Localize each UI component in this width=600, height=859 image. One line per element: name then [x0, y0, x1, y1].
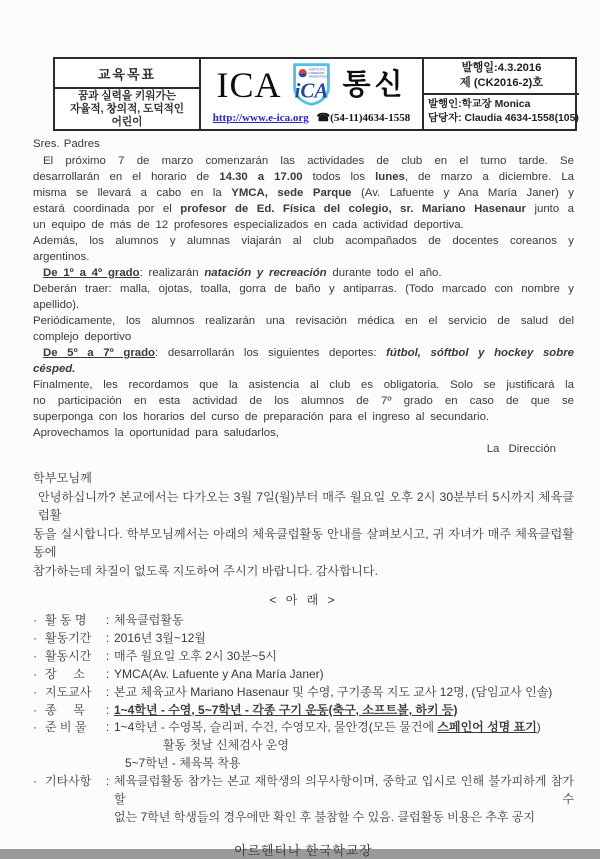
content-line	[114, 648, 574, 666]
item-content	[114, 666, 574, 684]
text-line	[33, 562, 574, 581]
label-colon: :	[105, 613, 110, 627]
text-run: junto a	[525, 203, 574, 215]
logo-subtext-line: ARGENTINO	[309, 74, 328, 79]
text-run: YMCA(Av. Lafuente y Ana María Janer)	[114, 666, 324, 681]
item-label: 장 소	[45, 666, 85, 681]
content-line	[114, 666, 574, 684]
list-item	[33, 666, 574, 684]
text-run: )	[536, 720, 541, 735]
item-content	[114, 612, 574, 630]
list-item	[33, 648, 574, 666]
text-line	[33, 525, 574, 562]
content-line	[114, 755, 574, 773]
korean-intro	[33, 488, 574, 581]
text-run: Finalmente, les recordamos que la asistencia al club es obligatoria. Solo se justificará la	[33, 379, 574, 391]
label-colon: :	[105, 720, 110, 735]
text-run: 참가하는데 차질이 없도록 지도하여 주시기 바랍니다. 감사합니다.	[33, 563, 378, 578]
content-line	[114, 684, 574, 702]
text-line	[33, 153, 574, 169]
text-run: 활동 첫날 신체검사 운영	[163, 738, 289, 753]
item-content	[114, 773, 574, 827]
list-item	[33, 630, 574, 648]
content-line	[114, 737, 574, 755]
item-content	[114, 702, 574, 720]
contact-person-line: 담당자: Claudia 4634-1558(105)	[428, 113, 579, 124]
bullet-dot: ·	[33, 774, 37, 789]
content-line	[114, 773, 574, 809]
text-line	[33, 409, 574, 425]
text-run: , de marzo a diciembre. La	[404, 171, 574, 183]
text-line	[33, 345, 574, 361]
text-run: De 5º a 7º grado	[43, 347, 156, 359]
list-item	[33, 612, 574, 630]
text-run: 1~4학년 - 수영, 5~7학년 - 각종 구기 운동(축구, 소프트볼, 하키 등)	[114, 702, 458, 717]
text-run: estará coordinada por el	[33, 203, 181, 215]
publisher-info	[424, 95, 579, 129]
text-run: 매주 월요일 오후 2시 30분~5시	[114, 648, 277, 663]
text-line	[33, 425, 574, 441]
text-line	[33, 233, 574, 249]
text-run: Además, los alumnos y alumnas viajarán al club acompañados de docentes coreanos y	[33, 235, 574, 247]
text-run: superponga con los horarios del curso de preparación para el ingreso al secundario.	[33, 411, 490, 423]
text-run: un equipo de más de 12 profesores especializados en cada actividad deportiva.	[33, 219, 464, 231]
publisher-line: 발행인:학교장 Monica	[428, 99, 531, 110]
spanish-letter	[33, 136, 574, 458]
website-link[interactable]: http://www.e-ica.org	[212, 112, 309, 124]
text-run: Deberán traer: malla, ojotas, toalla, gorra de baño y antiparras. (Todo marcado con nombre y	[33, 283, 574, 295]
label-colon: :	[105, 648, 110, 663]
item-label: 준 비 물	[45, 720, 87, 735]
signoff-es: La Dirección	[486, 443, 556, 455]
text-line	[33, 377, 574, 393]
text-run: 스페인어 성명 표기	[437, 720, 537, 735]
text-line	[33, 217, 574, 233]
content-line	[114, 809, 574, 827]
text-run: misma se llevará a cabo en la	[33, 187, 232, 199]
bullet-dot: ·	[33, 702, 37, 717]
issue-date: 발행일:4.3.2016	[461, 62, 542, 74]
school-shield-logo-icon	[292, 62, 331, 107]
item-label: 기타사항	[45, 774, 92, 789]
item-label: 활동시간	[45, 648, 92, 663]
text-run: apellido).	[33, 299, 80, 311]
text-run: : desarrollarán los siguientes deportes:	[155, 347, 387, 359]
text-run: YMCA, sede Parque	[231, 187, 352, 199]
text-line	[33, 393, 574, 409]
issue-info	[424, 59, 579, 95]
text-run: : realizarán	[139, 267, 205, 279]
logo-monogram: iCA	[295, 78, 329, 103]
text-run: 체육클럽활동	[114, 613, 184, 627]
brand-row	[216, 62, 406, 107]
list-title: < 아 래 >	[269, 593, 338, 607]
label-colon: :	[105, 684, 110, 699]
salutation-ko: 학부모님께	[33, 471, 92, 485]
item-label: 지도교사	[45, 684, 92, 699]
list-item	[33, 684, 574, 702]
goal-line: 꿈과 실력을 키워가는	[78, 89, 176, 102]
bullet-dot: ·	[33, 720, 37, 735]
content-line	[114, 702, 574, 720]
bullet-dot: ·	[33, 648, 37, 663]
bullet-dot: ·	[33, 684, 37, 699]
notice-list	[33, 612, 574, 827]
salutation-es: Sres. Padres	[33, 138, 100, 150]
brand-box	[201, 59, 424, 129]
item-content	[114, 648, 574, 666]
text-run: 5~7학년 - 체육복 착용	[125, 756, 241, 771]
principal-signature: 아르헨티나 한국학교장	[234, 842, 373, 858]
text-line	[33, 249, 574, 265]
text-run: 안녕하십니까? 본교에서는 다가오는 3월 7일(월)부터 매주 월요일 오후 2시 30분부터 5시까지 체육클럽활	[38, 489, 574, 522]
list-item	[33, 719, 574, 773]
korean-letter	[33, 469, 574, 859]
text-run: argentinos.	[33, 251, 90, 263]
text-run: 14.30 a 17.00	[219, 171, 303, 183]
goal-box	[55, 59, 201, 129]
goal-line: 자율적, 창의적, 도덕적인	[69, 102, 185, 115]
item-content	[114, 719, 574, 773]
issue-number: 제 (CK2016-2)호	[459, 77, 544, 89]
text-run: profesor de Ed. Física del colegio, sr. Mariano Hasenaur	[180, 203, 526, 215]
issue-box	[424, 59, 579, 129]
text-line	[33, 313, 574, 329]
list-item	[33, 773, 574, 827]
text-line	[33, 297, 574, 313]
masthead	[53, 57, 577, 131]
goal-text	[55, 89, 199, 129]
text-run: durante todo el año.	[326, 267, 442, 279]
text-run: fútbol, sóftbol y hockey sobre	[386, 347, 574, 359]
text-run: 본교 체육교사 Mariano Hasenaur 및 수영, 구기종목 지도 교사 12명, (담임교사 인솔)	[114, 684, 553, 699]
text-run: complejo deportivo	[33, 331, 132, 343]
logo-subtext-line: COREANO	[309, 71, 325, 75]
phone-number: ☎(54-11)4634-1558	[316, 112, 411, 124]
label-colon: :	[105, 774, 110, 789]
text-run: césped.	[33, 363, 76, 375]
bullet-dot: ·	[33, 630, 37, 645]
item-label: 활동기간	[45, 630, 92, 645]
text-run: De 1º a 4º grado	[43, 267, 140, 279]
content-line	[114, 719, 574, 737]
text-run: lunes	[375, 171, 405, 183]
text-run: 2016년 3월~12월	[114, 630, 206, 645]
text-run: todos los	[302, 171, 376, 183]
text-run: 동을 실시합니다. 학부모님께서는 아래의 체육클럽활동 안내를 살펴보시고, 귀 자녀가 매주 체육클럽활동에	[33, 526, 574, 559]
label-colon: :	[105, 666, 110, 681]
text-run: no participación en esta actividad de los alumnos de 7º grado en caso de que se	[33, 395, 574, 407]
text-run: 1~4학년 - 수영복, 슬리퍼, 수건, 수영모자, 물안경(모든 물건에	[114, 720, 438, 735]
text-run: Periódicamente, los alumnos realizarán una revisación médica en el servicio de salud del	[33, 315, 574, 327]
text-line	[33, 361, 574, 377]
letter-content	[33, 136, 574, 859]
text-line	[33, 329, 574, 345]
text-run: 체육클럽활동 참가는 본교 재학생의 의무사항이며, 중학교 입시로 인해 불가피하게 참가할 수	[114, 774, 574, 807]
label-colon: :	[105, 630, 110, 645]
text-run: Aprovechamos la oportunidad para saludarlos,	[33, 427, 279, 439]
text-line	[33, 201, 574, 217]
bullet-dot: ·	[33, 666, 37, 681]
content-line	[114, 630, 574, 648]
text-run: El próximo 7 de marzo comenzarán las actividades de club en el turno tarde. Se	[43, 155, 574, 167]
item-content	[114, 630, 574, 648]
brand-ica-text: ICA	[216, 64, 282, 105]
text-line	[33, 185, 574, 201]
logo-subtext-line: INSTITUTO	[309, 67, 326, 72]
item-label: 활 동 명	[45, 613, 87, 627]
brand-tongsin-text: 통신	[342, 68, 407, 101]
text-line	[33, 169, 574, 185]
text-run: 없는 7학년 학생들의 경우에만 확인 후 불참할 수 있음. 클럽활동 비용은 추후 공지	[114, 809, 535, 824]
text-line	[33, 281, 574, 297]
bullet-dot: ·	[33, 613, 37, 627]
label-colon: :	[105, 702, 110, 717]
list-item	[33, 702, 574, 720]
goal-line: 어린이	[111, 115, 143, 128]
contact-row	[213, 112, 410, 125]
spanish-body	[33, 153, 574, 441]
text-line	[33, 265, 574, 281]
text-run: desarrollarán en el horario de	[33, 171, 220, 183]
content-line	[114, 612, 574, 630]
text-run: natación y recreación	[204, 267, 327, 279]
text-run: (Av. Lafuente y Ana María Janer) y	[351, 187, 575, 199]
text-line	[33, 488, 574, 525]
item-content	[114, 684, 574, 702]
goal-title: 교육목표	[55, 59, 199, 89]
item-label: 종 목	[45, 702, 85, 717]
